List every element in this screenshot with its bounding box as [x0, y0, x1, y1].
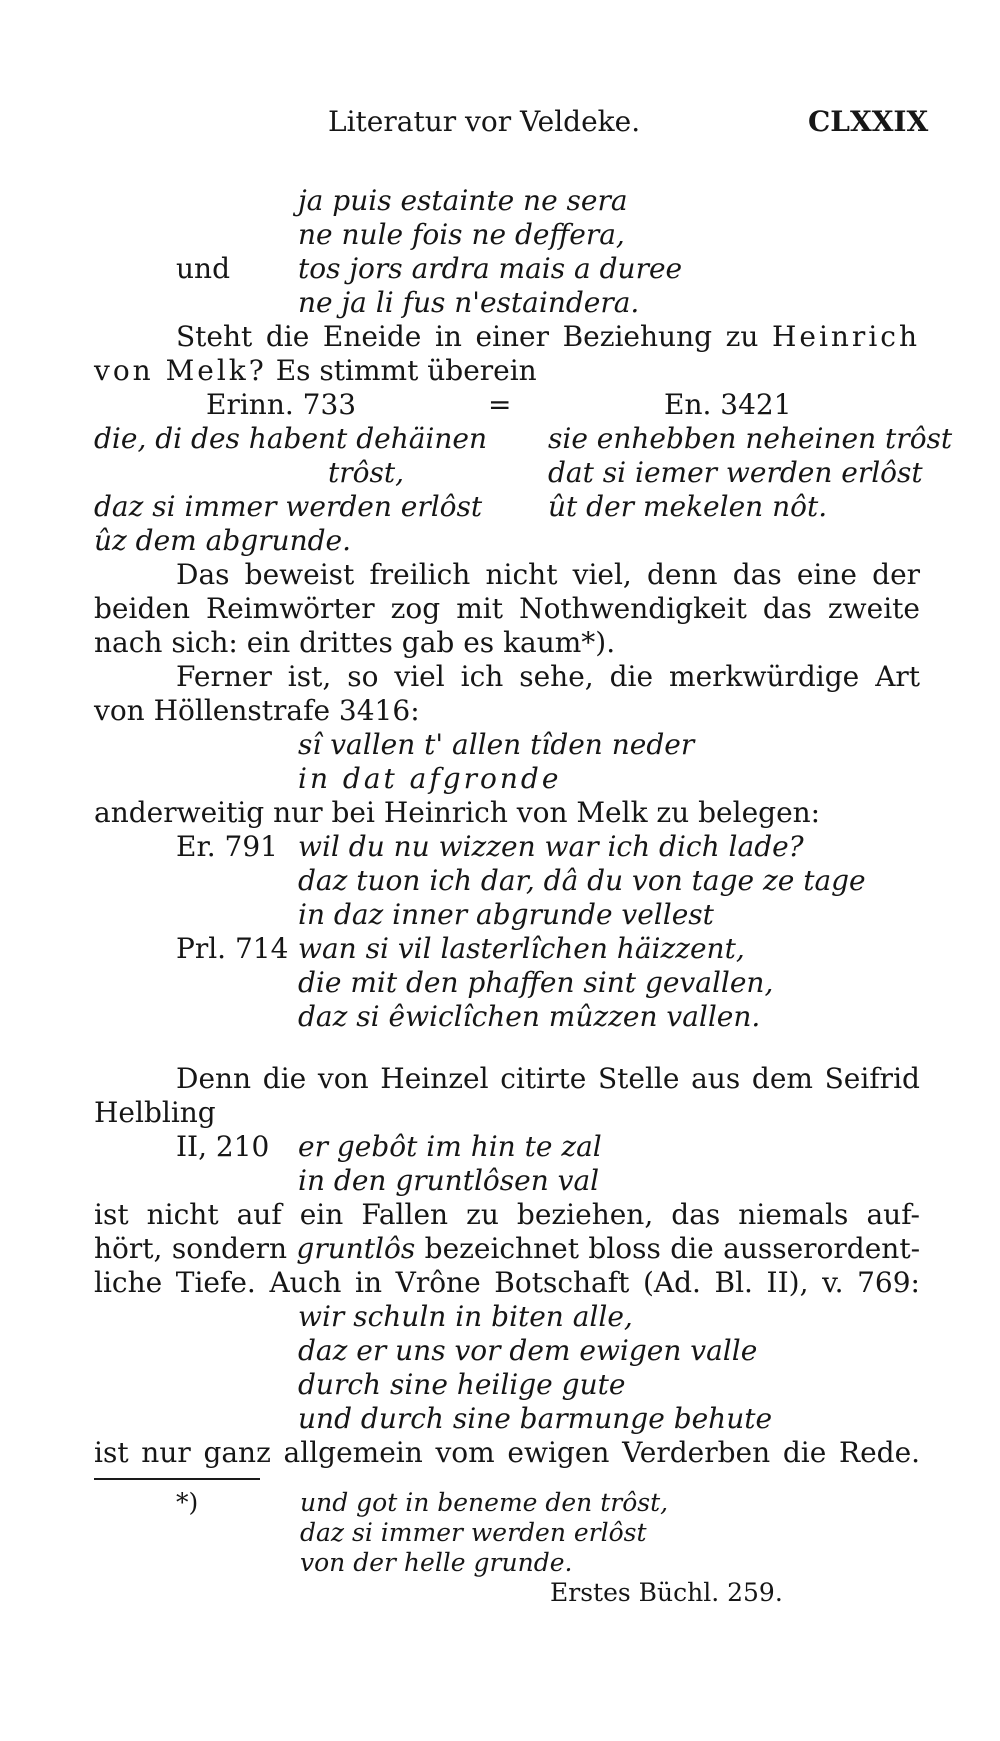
paragraph-line: von Melk? Es stimmt überein: [94, 354, 537, 387]
paragraph-line: liche Tiefe. Auch in Vrône Botschaft (Ad. Bl. II), v. 769:: [94, 1266, 920, 1299]
paragraph-line: anderweitig nur bei Heinrich von Melk zu belegen:: [94, 796, 821, 829]
footnote-source: Erstes Büchl. 259.: [550, 1578, 783, 1607]
eneide-reference: En. 3421: [664, 388, 792, 421]
comparison-right-line: sie enhebben neheinen trôst: [548, 422, 953, 455]
verse-line: in daz inner abgrunde vellest: [298, 898, 714, 931]
verse-line: und durch sine barmunge behute: [298, 1402, 773, 1435]
paragraph-line: von Höllenstrafe 3416:: [94, 694, 420, 727]
verse-line: wir schuln in biten alle,: [298, 1300, 633, 1333]
paragraph-line: Steht die Eneide in einer Beziehung zu Heinrich: [176, 320, 920, 353]
footnote-marker: *): [176, 1488, 199, 1517]
er-reference: Er. 791: [176, 830, 278, 863]
verse-line: ne nule fois ne deffera,: [298, 218, 625, 251]
paragraph-line: Ferner ist, so viel ich sehe, die merkwürdige Art: [176, 660, 921, 693]
comparison-right-line: ût der mekelen nôt.: [548, 490, 828, 523]
verse-line: daz si êwiclîchen mûzzen vallen.: [298, 1000, 761, 1033]
verse-line: in dat afgronde: [298, 762, 562, 795]
comparison-left-line: die, di des habent dehäinen: [94, 422, 488, 455]
footnote-line: und got in beneme den trôst,: [300, 1488, 669, 1517]
footnote-line: daz si immer werden erlôst: [300, 1518, 647, 1547]
und-label: und: [176, 252, 230, 285]
page-folio: CLXXIX: [808, 105, 929, 138]
comparison-left-line: daz si immer werden erlôst: [94, 490, 483, 523]
comparison-right-line: dat si iemer werden erlôst: [548, 456, 923, 489]
paragraph-line: ist nur ganz allgemein vom ewigen Verderben die Rede.: [94, 1436, 921, 1469]
verse-line: ne ja li fus n'estaindera.: [298, 286, 640, 319]
paragraph-line: beiden Reimwörter zog mit Nothwendigkeit das zweite: [94, 592, 920, 625]
prl-reference: Prl. 714: [176, 932, 289, 965]
running-title: Literatur vor Veldeke.: [328, 105, 641, 138]
footnote-line: von der helle grunde.: [300, 1548, 573, 1577]
comparison-left-line: ûz dem abgrunde.: [94, 524, 352, 557]
paragraph-line: ist nicht auf ein Fallen zu beziehen, das niemals auf-: [94, 1198, 921, 1231]
erinn-reference: Erinn. 733: [206, 388, 357, 421]
verse-line: ja puis estainte ne sera: [298, 184, 628, 217]
paragraph-line: Das beweist freilich nicht viel, denn das eine der: [176, 558, 921, 591]
equals-sign: =: [488, 388, 512, 421]
paragraph-line: Denn die von Heinzel citirte Stelle aus dem Seifrid: [176, 1062, 920, 1095]
verse-line: durch sine heilige gute: [298, 1368, 626, 1401]
verse-line: sî vallen t' allen tîden neder: [298, 728, 695, 761]
paragraph-line: Helbling: [94, 1096, 216, 1129]
helbling-reference: II, 210: [176, 1130, 270, 1163]
verse-line: er gebôt im hin te zal: [298, 1130, 602, 1163]
comparison-left-line: trôst,: [328, 456, 405, 489]
verse-line: in den gruntlôsen val: [298, 1164, 600, 1197]
verse-line: daz tuon ich dar, dâ du von tage ze tage: [298, 864, 866, 897]
paragraph-line: nach sich: ein drittes gab es kaum*).: [94, 626, 616, 659]
verse-line: tos jors ardra mais a duree: [298, 252, 683, 285]
verse-line: wan si vil lasterlîchen häizzent,: [298, 932, 745, 965]
verse-line: die mit den phaffen sint gevallen,: [298, 966, 774, 999]
paragraph-line: hört, sondern gruntlôs bezeichnet bloss die ausserordent-: [94, 1232, 921, 1265]
footnote-rule: [94, 1478, 260, 1480]
verse-line: wil du nu wizzen war ich dich lade?: [298, 830, 804, 863]
verse-line: daz er uns vor dem ewigen valle: [298, 1334, 758, 1367]
